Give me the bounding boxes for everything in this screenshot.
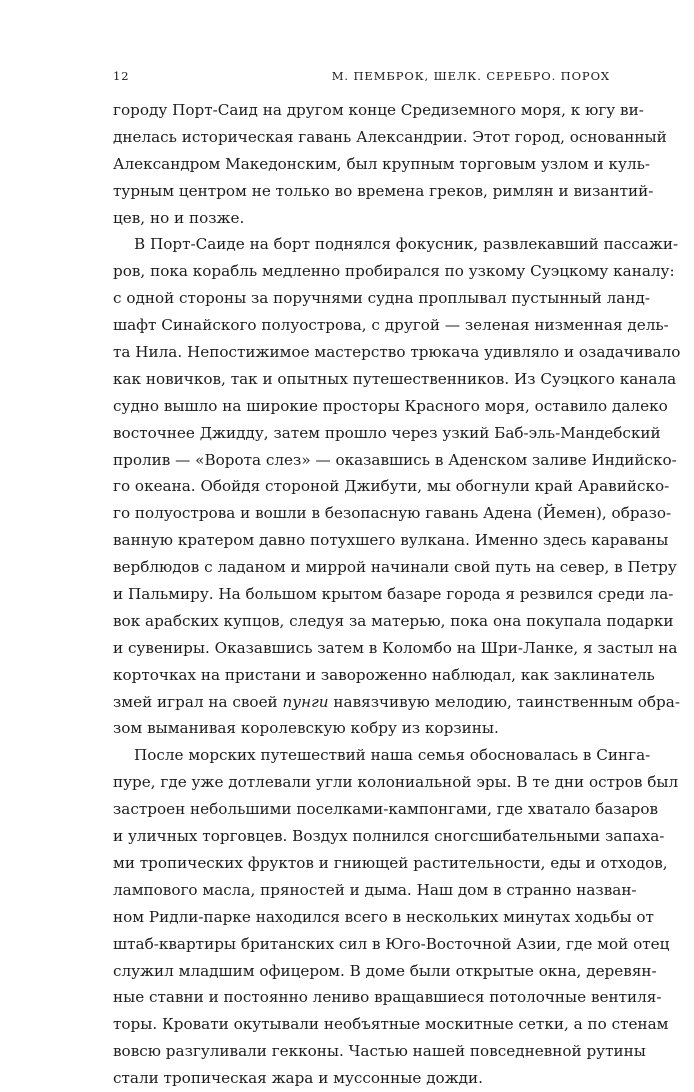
text-line: вок арабских купцов, следуя за матерью, пока она покупала подарки	[113, 611, 674, 630]
text-line: застроен небольшими поселками-кампонгами, где хватало базаров	[113, 800, 659, 819]
text-line: днелась историческая гавань Александрии. Этот город, основанный	[113, 127, 667, 146]
running-title: М. ПЕМБРОК, ШЕЛК. СЕРЕБРО. ПОРОХ	[331, 69, 610, 83]
text-line: турным центром не только во времена греков, римлян и византий-	[113, 181, 654, 200]
text-line: та Нила. Непостижимое мастерство трюкача удивляло и озадачивало	[113, 343, 681, 362]
text-line: ров, пока корабль медленно пробирался по узкому Суэцкому каналу:	[113, 262, 675, 281]
text-line: ном Ридли-парке находился всего в нескольких минутах ходьбы от	[113, 907, 654, 926]
italic-term: пунги	[282, 692, 329, 711]
text-line: Александром Македонским, был крупным торговым узлом и куль-	[113, 154, 651, 173]
text-line: зом выманивая королевскую кобру из корзины.	[113, 719, 499, 738]
text-line: ми тропических фруктов и гниющей растительности, еды и отходов,	[113, 853, 668, 872]
text-line: го полуострова и вошли в безопасную гавань Адена (Йемен), образо-	[113, 504, 672, 523]
text-line: и сувениры. Оказавшись затем в Коломбо на Шри-Ланке, я застыл на	[113, 638, 678, 657]
text-line: стали тропическая жара и муссонные дожди.	[113, 1069, 483, 1088]
text-line: судно вышло на широкие просторы Красного моря, оставило далеко	[113, 396, 668, 415]
text-segment: навязчивую мелодию, таинственным обра-	[328, 692, 680, 711]
running-head	[113, 69, 610, 89]
text-line: и уличных торговцев. Воздух полнился сногсшибательными запаха-	[113, 827, 665, 846]
text-line: торы. Кровати окутывали необъятные москитные сетки, а по стенам	[113, 1015, 669, 1034]
text-line: с одной стороны за поручнями судна проплывал пустынный ланд-	[113, 289, 650, 308]
text-line: и Пальмиру. На большом крытом базаре города я резвился среди ла-	[113, 585, 674, 604]
text-line: вовсю разгуливали гекконы. Частью нашей повседневной рутины	[113, 1042, 646, 1061]
text-line: лампового масла, пряностей и дыма. Наш дом в странно назван-	[113, 880, 637, 899]
text-line: го океана. Обойдя стороной Джибути, мы обогнули край Аравийско-	[113, 477, 670, 496]
text-line: верблюдов с ладаном и миррой начинали свой путь на север, в Петру	[113, 558, 677, 577]
text-line: корточках на пристани и завороженно наблюдал, как заклинатель	[113, 665, 655, 684]
text-line: пролив — «Ворота слез» — оказавшись в Аденском заливе Индийско-	[113, 450, 677, 469]
text-line	[113, 689, 680, 716]
text-line: В Порт-Саиде на борт поднялся фокусник, развлекавший пассажи-	[134, 235, 679, 254]
text-line: восточнее Джидду, затем прошло через узкий Баб-эль-Мандебский	[113, 423, 661, 442]
text-line: После морских путешествий наша семья обосновалась в Синга-	[134, 746, 651, 765]
text-line: шафт Синайского полуострова, с другой — зеленая низменная дель-	[113, 316, 669, 335]
body-text	[113, 97, 681, 1092]
text-line: как новичков, так и опытных путешественников. Из Суэцкого канала	[113, 369, 677, 388]
text-line: городу Порт-Саид на другом конце Средиземного моря, к югу ви-	[113, 101, 644, 119]
text-segment: змей играл на своей	[113, 692, 283, 711]
text-line: штаб-квартиры британских сил в Юго-Восточной Азии, где мой отец	[113, 934, 670, 953]
text-line: пуре, где уже дотлевали угли колониальной эры. В те дни остров был	[113, 773, 679, 792]
page-number: 12	[113, 69, 130, 83]
text-line: ванную кратером давно потухшего вулкана. Именно здесь караваны	[113, 531, 669, 550]
text-line: служил младшим офицером. В доме были открытые окна, деревян-	[113, 961, 657, 980]
text-line: ные ставни и постоянно лениво вращавшиеся потолочные вентиля-	[113, 988, 662, 1007]
text-line: цев, но и позже.	[113, 208, 245, 227]
